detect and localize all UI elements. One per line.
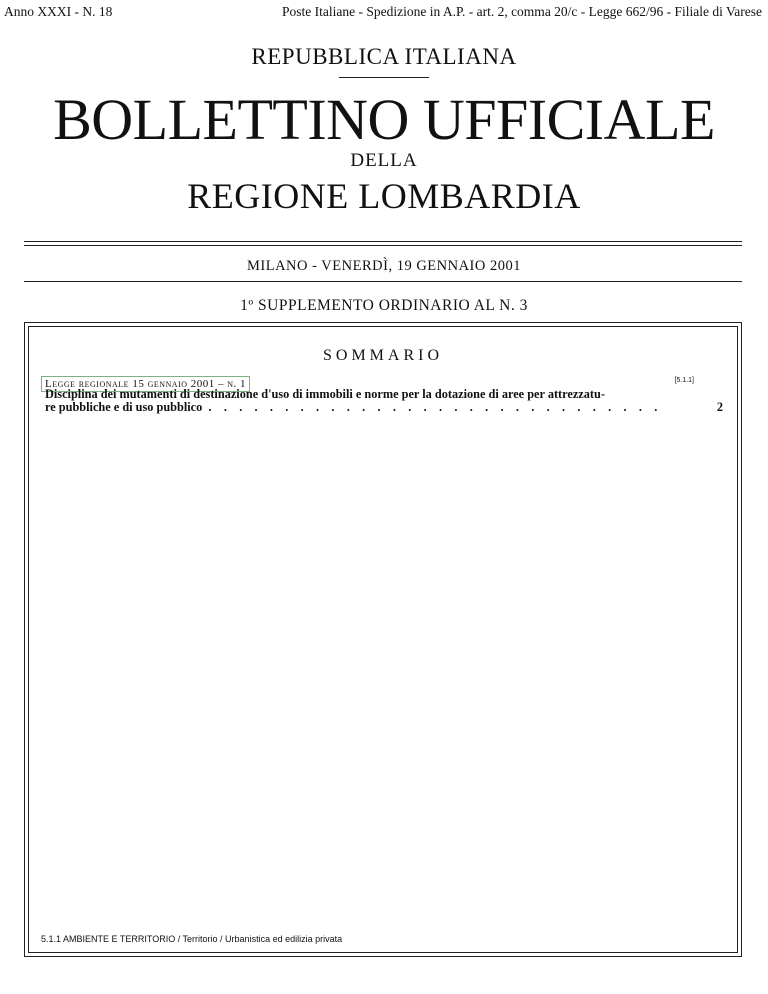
republic-divider (339, 77, 429, 78)
sommario-inner-frame (28, 326, 738, 953)
publication-title: BOLLETTINO UFFICIALE (53, 87, 715, 152)
entry-title-line-2-text: re pubbliche e di uso pubblico (45, 400, 203, 414)
classification-footer: 5.1.1 AMBIENTE E TERRITORIO / Territorio / Urbanistica ed edilizia privata (41, 934, 343, 944)
issue-number: Anno XXXI - N. 18 (4, 4, 113, 19)
republic-heading: REPUBBLICA ITALIANA (251, 44, 517, 69)
entry-page-number[interactable]: 2 (716, 400, 723, 414)
masthead-double-divider (24, 241, 742, 246)
entry-title-line-1[interactable]: Disciplina dei mutamenti di destinazione d'uso di immobili e norme per la dotazione di aree per attrezzatu- (45, 387, 605, 401)
della-label: DELLA (350, 150, 418, 171)
supplement-heading: 1º SUPPLEMENTO ORDINARIO AL N. 3 (240, 297, 528, 314)
dot-leader: . . . . . . . . . . . . . . . . . . . . . . . . . . . . . . (202, 400, 658, 414)
sommario-title: SOMMARIO (322, 347, 443, 364)
law-reference-link[interactable]: Legge regionale 15 gennaio 2001 – n. 1 (41, 376, 250, 392)
date-line: MILANO - VENERDÌ, 19 GENNAIO 2001 (247, 258, 521, 274)
region-title: REGIONE LOMBARDIA (187, 176, 581, 216)
classification-code: [5.1.1] (674, 377, 694, 384)
entry-title-line-2[interactable] (45, 400, 705, 415)
postal-notice: Poste Italiane - Spedizione in A.P. - art. 2, comma 20/c - Legge 662/96 - Filiale di Varese (281, 4, 762, 19)
date-divider (24, 281, 742, 282)
header-line (0, 2, 768, 22)
sommario-box (24, 322, 742, 957)
